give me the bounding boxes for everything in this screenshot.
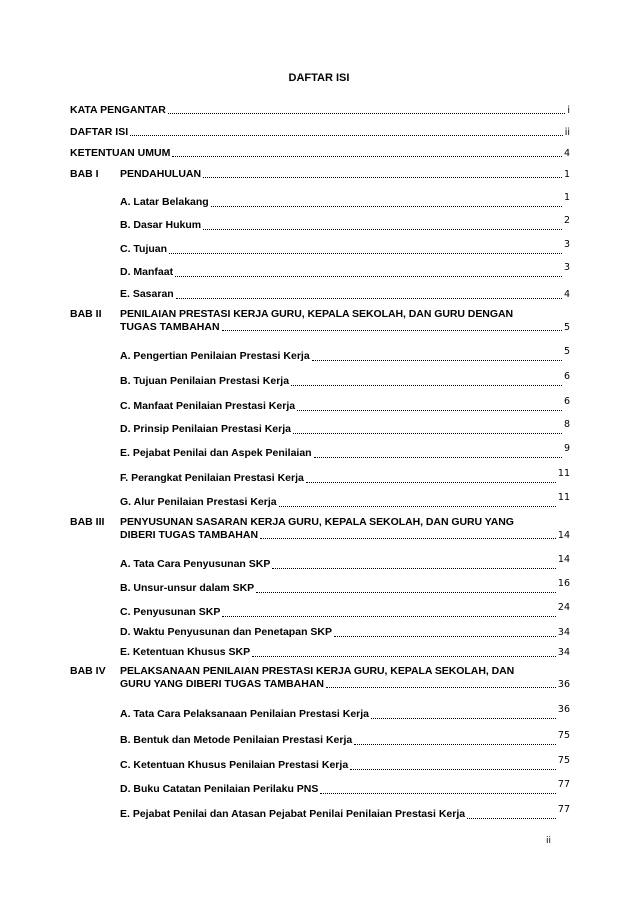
dot-leader bbox=[172, 156, 562, 157]
toc-page-number: ii bbox=[564, 127, 570, 138]
toc-label: E. Sasaran bbox=[120, 288, 174, 300]
toc-page-number: 11 bbox=[557, 468, 570, 479]
toc-label: C. Manfaat Penilaian Prestasi Kerja bbox=[120, 400, 296, 412]
toc-subentry[interactable] bbox=[120, 239, 570, 256]
toc-page-number: 14 bbox=[557, 554, 570, 565]
dot-leader bbox=[354, 744, 556, 745]
toc-page-number: 3 bbox=[563, 262, 570, 273]
toc-entry-daftar-isi[interactable] bbox=[70, 126, 570, 139]
toc-page-number: 24 bbox=[557, 602, 570, 613]
dot-leader bbox=[293, 433, 562, 434]
toc-label: D. Buku Catatan Penilaian Perilaku PNS bbox=[120, 783, 319, 795]
toc-subentry[interactable] bbox=[120, 192, 570, 209]
toc-page-number: 34 bbox=[557, 627, 570, 638]
toc-page-number: 36 bbox=[557, 679, 570, 690]
dot-leader bbox=[203, 177, 562, 178]
toc-label: C. Tujuan bbox=[120, 243, 168, 255]
chapter-title-line-1: PENYUSUNAN SASARAN KERJA GURU, KEPALA SEKOLAH, DAN GURU YANG bbox=[120, 516, 514, 528]
toc-subentry[interactable] bbox=[120, 492, 570, 509]
toc-page-number: 75 bbox=[557, 730, 570, 741]
toc-page-number: 3 bbox=[563, 239, 570, 250]
dot-leader bbox=[260, 538, 556, 539]
toc-chapter-bab-1[interactable] bbox=[70, 168, 570, 181]
chapter-title-line-2: GURU YANG DIBERI TUGAS TAMBAHAN bbox=[120, 678, 324, 690]
dot-leader bbox=[467, 818, 556, 819]
dot-leader bbox=[176, 298, 562, 299]
dot-leader bbox=[312, 360, 562, 361]
chapter-title-line-1: PELAKSANAAN PENILAIAN PRESTASI KERJA GURU, KEPALA SEKOLAH, DAN bbox=[120, 665, 515, 677]
toc-page-number: 5 bbox=[563, 322, 570, 333]
toc-chapter-bab-3[interactable] bbox=[70, 516, 570, 542]
toc-label: D. Prinsip Penilaian Prestasi Kerja bbox=[120, 423, 291, 435]
toc-page-number: 1 bbox=[563, 169, 570, 180]
chapter-code: BAB IV bbox=[70, 665, 106, 677]
toc-page-number: 2 bbox=[563, 215, 570, 226]
toc-subentry[interactable] bbox=[120, 578, 570, 595]
toc-page-number: 77 bbox=[557, 779, 570, 790]
toc-page-number: 6 bbox=[563, 396, 570, 407]
toc-page-number: 4 bbox=[563, 148, 570, 159]
toc-label: KATA PENGANTAR bbox=[70, 104, 166, 116]
toc-label: A. Tata Cara Penyusunan SKP bbox=[120, 558, 271, 570]
toc-label: F. Perangkat Penilaian Prestasi Kerja bbox=[120, 472, 304, 484]
toc-subentry[interactable] bbox=[120, 262, 570, 279]
toc-label: E. Pejabat Penilai dan Aspek Penilaian bbox=[120, 447, 312, 459]
toc-label: D. Waktu Penyusunan dan Penetapan SKP bbox=[120, 626, 332, 638]
toc-subentry[interactable] bbox=[120, 779, 570, 796]
dot-leader bbox=[252, 656, 556, 657]
toc-label: B. Unsur-unsur dalam SKP bbox=[120, 582, 255, 594]
toc-subentry[interactable] bbox=[120, 215, 570, 232]
dot-leader bbox=[297, 410, 562, 411]
chapter-title-line-1: PENILAIAN PRESTASI KERJA GURU, KEPALA SEKOLAH, DAN GURU DENGAN bbox=[120, 308, 514, 320]
toc-page-number: 16 bbox=[557, 578, 570, 589]
footer-page-number: ii bbox=[546, 836, 552, 846]
toc-label: B. Dasar Hukum bbox=[120, 219, 202, 231]
toc-label: E. Pejabat Penilai dan Atasan Pejabat Penilai Penilaian Prestasi Kerja bbox=[120, 808, 466, 820]
chapter-title-line-2: DIBERI TUGAS TAMBAHAN bbox=[120, 529, 259, 541]
chapter-code: BAB I bbox=[70, 168, 99, 180]
dot-leader bbox=[334, 636, 556, 637]
toc-subentry[interactable] bbox=[120, 602, 570, 619]
toc-page-number: i bbox=[567, 105, 570, 116]
dot-leader bbox=[306, 482, 556, 483]
toc-page-number: 8 bbox=[563, 419, 570, 430]
toc-subentry[interactable] bbox=[120, 371, 570, 388]
toc-subentry[interactable] bbox=[120, 755, 570, 772]
toc-page-number: 5 bbox=[563, 346, 570, 357]
toc-page-number: 75 bbox=[557, 755, 570, 766]
toc-subentry[interactable] bbox=[120, 804, 570, 821]
toc-label: B. Bentuk dan Metode Penilaian Prestasi Kerja bbox=[120, 734, 353, 746]
toc-page-number: 77 bbox=[557, 804, 570, 815]
dot-leader bbox=[211, 206, 562, 207]
toc-subentry[interactable] bbox=[120, 443, 570, 460]
toc-page-number: 11 bbox=[557, 492, 570, 503]
dot-leader bbox=[320, 793, 556, 794]
toc-subentry[interactable] bbox=[120, 419, 570, 436]
toc-label: PENDAHULUAN bbox=[120, 168, 202, 180]
toc-page-number: 6 bbox=[563, 371, 570, 382]
dot-leader bbox=[222, 330, 562, 331]
toc-entry-ketentuan-umum[interactable] bbox=[70, 147, 570, 160]
toc-label: G. Alur Penilaian Prestasi Kerja bbox=[120, 496, 277, 508]
toc-subentry[interactable] bbox=[120, 468, 570, 485]
dot-leader bbox=[371, 718, 556, 719]
dot-leader bbox=[169, 253, 562, 254]
dot-leader bbox=[222, 616, 556, 617]
toc-subentry[interactable] bbox=[120, 704, 570, 721]
toc-subentry[interactable] bbox=[120, 288, 570, 301]
dot-leader bbox=[175, 276, 562, 277]
dot-leader bbox=[272, 568, 556, 569]
toc-label: KETENTUAN UMUM bbox=[70, 147, 171, 159]
toc-label: C. Penyusunan SKP bbox=[120, 606, 221, 618]
toc-page-number: 34 bbox=[557, 647, 570, 658]
toc-label: B. Tujuan Penilaian Prestasi Kerja bbox=[120, 375, 290, 387]
dot-leader bbox=[291, 385, 562, 386]
dot-leader bbox=[314, 457, 562, 458]
toc-chapter-bab-2[interactable] bbox=[70, 308, 570, 334]
toc-label: A. Latar Belakang bbox=[120, 196, 209, 208]
toc-entry-kata-pengantar[interactable] bbox=[70, 104, 570, 117]
toc-page-number: 9 bbox=[563, 443, 570, 454]
dot-leader bbox=[168, 113, 566, 114]
toc-label: C. Ketentuan Khusus Penilaian Prestasi Kerja bbox=[120, 759, 349, 771]
toc-subentry[interactable] bbox=[120, 646, 570, 659]
dot-leader bbox=[130, 135, 563, 136]
dot-leader bbox=[326, 687, 556, 688]
toc-page-number: 4 bbox=[563, 289, 570, 300]
toc-page-number: 1 bbox=[563, 192, 570, 203]
chapter-code: BAB II bbox=[70, 308, 102, 320]
toc-page-number: 36 bbox=[557, 704, 570, 715]
dot-leader bbox=[256, 592, 556, 593]
toc-subentry[interactable] bbox=[120, 346, 570, 363]
toc-subentry[interactable] bbox=[120, 730, 570, 747]
dot-leader bbox=[279, 506, 556, 507]
toc-chapter-bab-4[interactable] bbox=[70, 665, 570, 691]
chapter-code: BAB III bbox=[70, 516, 105, 528]
page-title: DAFTAR ISI bbox=[288, 72, 350, 84]
toc-label: A. Tata Cara Pelaksanaan Penilaian Prestasi Kerja bbox=[120, 708, 370, 720]
toc-subentry[interactable] bbox=[120, 626, 570, 639]
dot-leader bbox=[203, 229, 562, 230]
dot-leader bbox=[350, 769, 556, 770]
toc-label: D. Manfaat bbox=[120, 266, 174, 278]
toc-subentry[interactable] bbox=[120, 396, 570, 413]
toc-page-number: 14 bbox=[557, 530, 570, 541]
toc-label: A. Pengertian Penilaian Prestasi Kerja bbox=[120, 350, 310, 362]
toc-subentry[interactable] bbox=[120, 554, 570, 571]
toc-label: DAFTAR ISI bbox=[70, 126, 129, 138]
toc-label: E. Ketentuan Khusus SKP bbox=[120, 646, 251, 658]
chapter-title-line-2: TUGAS TAMBAHAN bbox=[120, 321, 220, 333]
